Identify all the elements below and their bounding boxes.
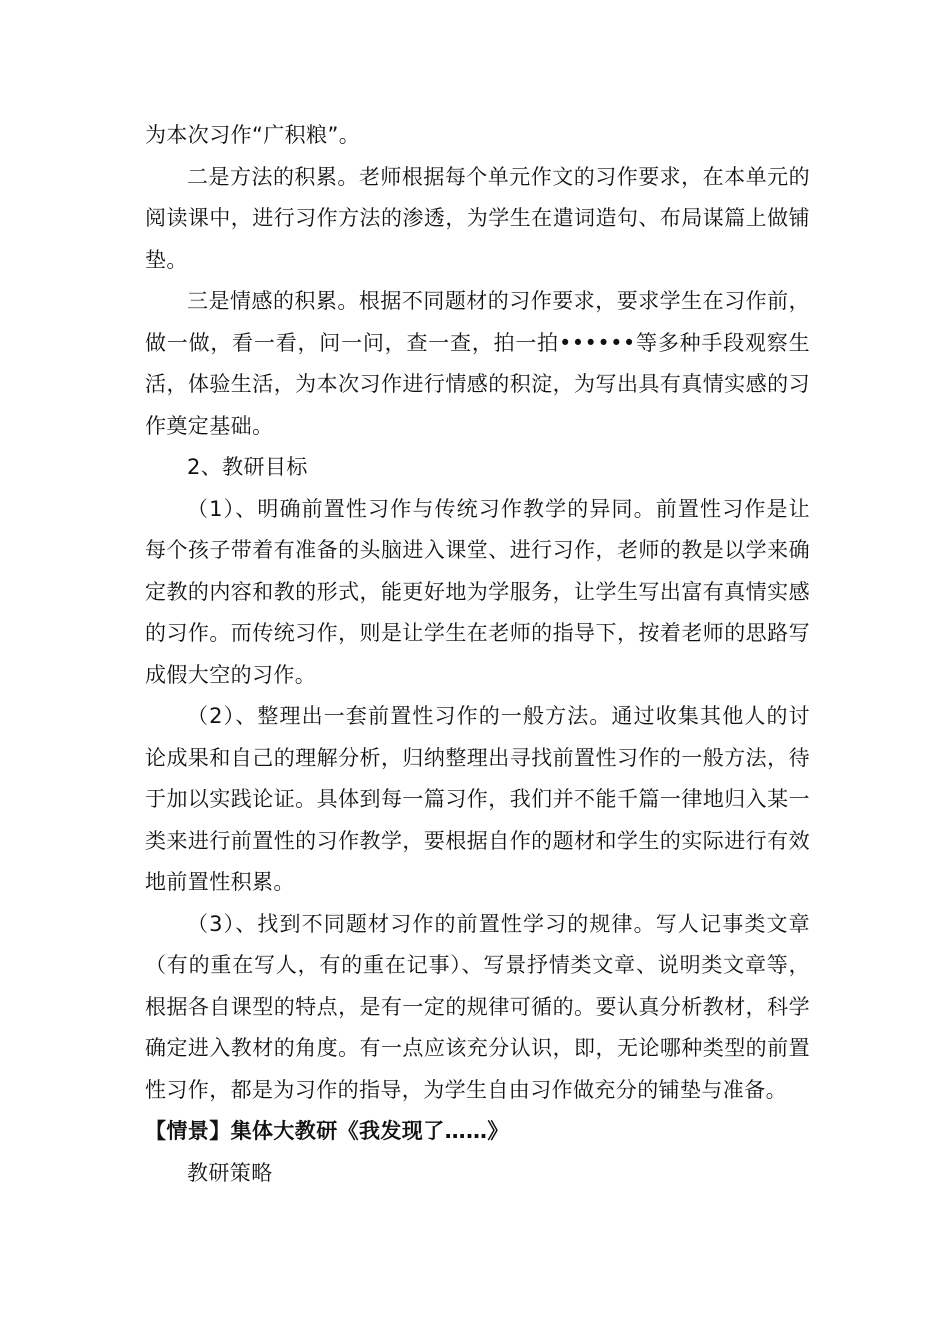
paragraph-goal-1: （1）、明确前置性习作与传统习作教学的异同。前置性习作是让每个孩子带着有准备的头脑进入课堂、进行习作，老师的教是以学来确定教的内容和教的形式，能更好地为学服务，让学生写出富有真情实感的习作。而传统习作，则是让学生在老师的指导下，按着老师的思路写成假大空的习作。 [145,496,810,687]
paragraph-emotion-accumulation: 三是情感的积累。根据不同题材的习作要求，要求学生在习作前，做一做，看一看，问一问，查一查，拍一拍••••••等多种手段观察生活，体验生活，为本次习作进行情感的积淀，为写出具有真情实感的习作奠定基础。 [145,289,810,438]
section-heading-research-goals: 2、教研目标 [187,455,308,479]
scenario-heading: 【情景】集体大教研《我发现了……》 [145,1119,509,1143]
paragraph-continuation: 为本次习作“广积粮”。 [145,123,361,147]
paragraph-method-accumulation: 二是方法的积累。老师根据每个单元作文的习作要求，在本单元的阅读课中，进行习作方法的渗透，为学生在遣词造句、布局谋篇上做铺垫。 [145,164,810,272]
document-body [145,115,810,1194]
paragraph-goal-2: （2）、整理出一套前置性习作的一般方法。通过收集其他人的讨论成果和自己的理解分析，归纳整理出寻找前置性习作的一般方法，待于加以实践论证。具体到每一篇习作，我们并不能千篇一律地归入某一类来进行前置性的习作教学，要根据自作的题材和学生的实际进行有效地前置性积累。 [145,704,810,894]
paragraph-goal-3: （3）、找到不同题材习作的前置性学习的规律。写人记事类文章（有的重在写人，有的重在记事）、写景抒情类文章、说明类文章等，根据各自课型的特点，是有一定的规律可循的。要认真分析教材，科学确定进入教材的角度。有一点应该充分认识，即，无论哪种类型的前置性习作，都是为习作的指导，为学生自由习作做充分的铺垫与准备。 [145,911,810,1102]
research-strategy-label: 教研策略 [187,1160,273,1185]
